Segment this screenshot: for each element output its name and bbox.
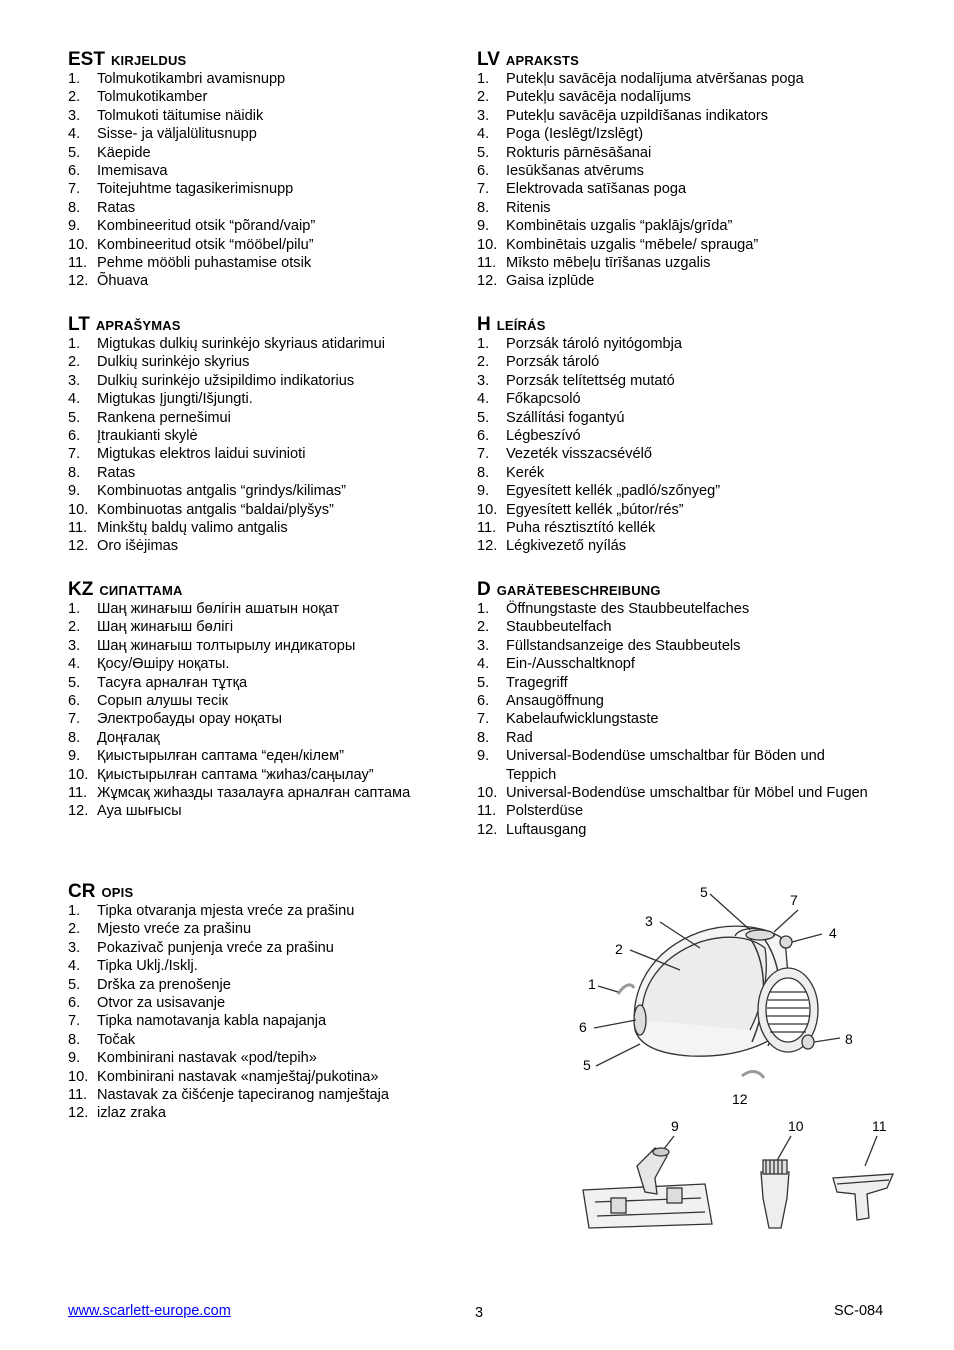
item-text: Toitejuhtme tagasikerimisnupp <box>97 181 294 198</box>
section-heading: LV APRAKSTS <box>477 49 579 70</box>
item-text: Drška za prenošenje <box>97 976 231 993</box>
section-est <box>68 50 468 291</box>
callout-label: 5 <box>583 1057 591 1073</box>
item-number: 9. <box>68 218 81 235</box>
item-text: Ratas <box>97 464 136 481</box>
item-text: Polsterdüse <box>506 803 584 820</box>
item-text: Шаң жинағыш бөлігін ашатын ноқат <box>97 601 340 617</box>
callout-label: 12 <box>732 1091 748 1107</box>
item-text: Tipka Uklj./Isklj. <box>97 958 198 975</box>
item-text: Szállítási fogantyú <box>506 409 625 426</box>
list-item <box>68 710 468 728</box>
list-item <box>477 180 877 198</box>
item-number: 2. <box>477 619 490 636</box>
item-text: Staubbeutelfach <box>506 619 612 636</box>
list-item <box>68 766 468 784</box>
parts-list <box>477 600 877 839</box>
item-text: Mjesto vreće za prašinu <box>97 921 252 938</box>
item-text: Imemisava <box>97 163 168 180</box>
item-number: 8. <box>477 464 490 481</box>
section-cr <box>68 882 468 1123</box>
item-number: 10. <box>68 766 89 783</box>
item-number: 2. <box>477 354 490 371</box>
item-text: Poga (Ieslēgt/Izslēgt) <box>506 126 644 143</box>
accessory-label: 11 <box>872 1118 887 1134</box>
item-number: 2. <box>477 89 490 106</box>
item-text: Pehme mööbli puhastamise otsik <box>97 255 312 272</box>
item-number: 9. <box>477 483 490 500</box>
item-text: Kerék <box>506 464 545 481</box>
item-number: 7. <box>68 1013 81 1030</box>
list-item <box>477 618 877 636</box>
list-item <box>68 994 468 1012</box>
item-number: 11. <box>477 520 497 537</box>
item-number: 11. <box>68 255 88 272</box>
item-number: 4. <box>68 391 81 408</box>
accessory-label: 10 <box>788 1118 804 1134</box>
item-text: Сорып алушы тесік <box>97 693 228 710</box>
item-number: 6. <box>68 428 81 445</box>
item-text: Kombineeritud otsik “mööbel/pilu” <box>97 236 314 253</box>
item-number: 5. <box>477 144 490 161</box>
section-kz <box>68 580 468 821</box>
list-item <box>68 1012 468 1030</box>
list-item <box>477 501 877 519</box>
callout-label: 2 <box>615 941 623 957</box>
section-heading: CR OPIS <box>68 881 134 902</box>
item-text: Putekļu savācēja nodalījuma atvēršanas poga <box>506 71 804 87</box>
item-text: Točak <box>97 1031 136 1048</box>
item-number: 12. <box>477 821 498 838</box>
item-text: Õhuava <box>97 273 149 290</box>
item-number: 6. <box>477 163 490 180</box>
list-item <box>477 637 877 655</box>
item-text: Rokturis pārnēsāšanai <box>506 144 652 161</box>
list-item <box>68 802 468 820</box>
item-text: Luftausgang <box>506 821 587 838</box>
item-text: Ansaugöffnung <box>506 693 604 710</box>
parts-list <box>68 70 468 291</box>
item-number: 7. <box>68 446 81 463</box>
item-number: 11. <box>477 803 497 820</box>
list-item <box>68 70 468 88</box>
list-item <box>68 372 468 390</box>
item-text: Тасуға арналған тұтқа <box>97 674 248 691</box>
item-number: 8. <box>477 199 490 216</box>
item-number: 1. <box>68 601 81 617</box>
item-text: Қиыстырылған саптама “жиһаз/саңылау” <box>97 766 374 783</box>
list-item <box>68 692 468 710</box>
section-lt <box>68 315 468 556</box>
item-number: 8. <box>68 729 81 746</box>
list-item <box>477 445 877 463</box>
list-item <box>477 70 877 88</box>
section-lv <box>477 50 877 291</box>
item-number: 2. <box>68 89 81 106</box>
parts-list <box>477 335 877 556</box>
item-text: Dulkių surinkėjo užsipildimo indikatorius <box>97 372 355 389</box>
item-text: Ein-/Ausschaltknopf <box>506 656 635 673</box>
item-number: 8. <box>68 464 81 481</box>
item-text: Légbeszívó <box>506 428 581 445</box>
item-number: 10. <box>477 501 498 518</box>
list-item <box>68 353 468 371</box>
item-number: 9. <box>68 748 81 765</box>
item-number: 5. <box>68 144 81 161</box>
item-text: Főkapcsoló <box>506 391 581 408</box>
item-number: 3. <box>68 939 81 956</box>
item-number: 1. <box>477 601 490 617</box>
list-item <box>477 655 877 673</box>
item-text: Kombinētais uzgalis “paklājs/grīda” <box>506 218 733 235</box>
item-text: Universal-Bodendüse umschaltbar für Böden und Teppich <box>506 748 825 783</box>
item-text: Otvor za usisavanje <box>97 995 226 1012</box>
list-item <box>477 217 877 235</box>
item-number: 7. <box>68 711 81 728</box>
item-number: 8. <box>68 1031 81 1048</box>
section-heading: EST KIRJELDUS <box>68 49 187 70</box>
list-item <box>68 784 468 802</box>
item-number: 8. <box>68 199 81 216</box>
list-item <box>477 537 877 555</box>
item-text: Tolmukoti täitumise näidik <box>97 107 264 124</box>
item-text: Migtukas Įjungti/Išjungti. <box>97 391 253 408</box>
item-number: 2. <box>68 921 81 938</box>
item-text: Ауа шығысы <box>97 803 182 820</box>
list-item <box>477 802 877 820</box>
item-text: Электробауды орау ноқаты <box>97 711 283 728</box>
item-text: Puha résztisztító kellék <box>506 520 656 537</box>
list-item <box>68 107 468 125</box>
item-number: 3. <box>477 107 490 124</box>
item-text: izlaz zraka <box>97 1105 166 1122</box>
list-item <box>68 427 468 445</box>
list-item <box>477 464 877 482</box>
item-number: 7. <box>68 181 81 198</box>
list-item <box>68 920 468 938</box>
item-number: 10. <box>477 785 498 802</box>
parts-list <box>68 600 468 821</box>
item-text: Kombineeritud otsik “põrand/vaip” <box>97 218 316 235</box>
callout-label: 3 <box>645 913 653 929</box>
parts-list <box>68 902 468 1123</box>
item-text: Kombinuotas antgalis “grindys/kilimas” <box>97 483 347 500</box>
section-heading: LT APRAŠYMAS <box>68 314 181 335</box>
item-number: 9. <box>477 218 490 235</box>
list-item <box>68 939 468 957</box>
list-item <box>477 272 877 290</box>
item-text: Egyesített kellék „padló/szőnyeg” <box>506 483 721 500</box>
list-item <box>68 729 468 747</box>
list-item <box>68 162 468 180</box>
item-number: 12. <box>68 538 89 555</box>
list-item <box>68 236 468 254</box>
item-number: 12. <box>68 1105 89 1122</box>
item-number: 5. <box>68 674 81 691</box>
section-heading: KZ СИПАТТАМА <box>68 579 183 600</box>
item-text: Tragegriff <box>506 674 568 691</box>
item-text: Жұмсақ жиһазды тазалауға арналған саптама <box>97 785 411 802</box>
list-item <box>68 335 468 353</box>
item-text: Légkivezető nyílás <box>506 538 627 555</box>
list-item <box>477 125 877 143</box>
item-text: Kombinētais uzgalis “mēbele/ sprauga” <box>506 236 759 253</box>
list-item <box>477 692 877 710</box>
item-text: Tolmukotikamber <box>97 89 208 106</box>
list-item <box>68 747 468 765</box>
item-number: 1. <box>68 71 81 87</box>
callout-label: 1 <box>588 976 596 992</box>
item-text: Қиыстырылған саптама “еден/кілем” <box>97 748 344 765</box>
list-item <box>477 427 877 445</box>
list-item <box>68 1104 468 1122</box>
item-text: Kombinirani nastavak «namještaj/pukotina» <box>97 1068 379 1085</box>
list-item <box>68 125 468 143</box>
list-item <box>477 254 877 272</box>
list-item <box>68 390 468 408</box>
list-item <box>477 390 877 408</box>
item-number: 11. <box>68 520 88 537</box>
vacuum-cleaner-diagram <box>560 870 880 1110</box>
list-item <box>68 976 468 994</box>
item-text: Universal-Bodendüse umschaltbar für Möbel und Fugen <box>506 785 868 802</box>
item-number: 4. <box>68 126 81 143</box>
item-text: Migtukas elektros laidui suvinioti <box>97 446 306 463</box>
list-item <box>68 1086 468 1104</box>
list-item <box>68 144 468 162</box>
item-number: 4. <box>477 391 490 408</box>
item-number: 10. <box>68 1068 89 1085</box>
section-heading: D GARÄTEBESCHREIBUNG <box>477 579 661 600</box>
item-number: 4. <box>477 126 490 143</box>
item-text: Қосу/Өшіру ноқаты. <box>97 656 230 673</box>
crevice-brush-tool <box>761 1172 789 1228</box>
item-text: Porzsák tároló nyitógombja <box>506 336 683 352</box>
website-link[interactable]: www.scarlett-europe.com <box>68 1303 231 1319</box>
parts-list <box>477 70 877 291</box>
item-text: Ritenis <box>506 199 551 216</box>
item-number: 3. <box>68 372 81 389</box>
list-item <box>68 537 468 555</box>
item-number: 3. <box>477 637 490 654</box>
item-number: 4. <box>68 958 81 975</box>
list-item <box>68 600 468 618</box>
item-number: 2. <box>68 619 81 636</box>
list-item <box>68 180 468 198</box>
item-number: 3. <box>68 637 81 654</box>
list-item <box>68 1068 468 1086</box>
list-item <box>477 88 877 106</box>
list-item <box>477 674 877 692</box>
item-text: Шаң жинағыш толтырылу индикаторы <box>97 637 356 654</box>
list-item <box>477 409 877 427</box>
item-number: 5. <box>477 674 490 691</box>
item-text: Mīksto mēbeļu tīrīšanas uzgalis <box>506 255 711 272</box>
item-number: 6. <box>477 693 490 710</box>
list-item <box>68 217 468 235</box>
item-number: 1. <box>477 71 490 87</box>
item-number: 11. <box>68 1087 88 1104</box>
item-text: Kombinuotas antgalis “baldai/plyšys” <box>97 501 334 518</box>
list-item <box>477 335 877 353</box>
list-item <box>68 272 468 290</box>
list-item <box>68 482 468 500</box>
item-number: 4. <box>477 656 490 673</box>
item-text: Ratas <box>97 199 136 216</box>
item-text: Porzsák tároló <box>506 354 600 371</box>
callout-label: 6 <box>579 1019 587 1035</box>
item-text: Tolmukotikambri avamisnupp <box>97 71 286 87</box>
item-text: Gaisa izplūde <box>506 273 595 290</box>
item-number: 5. <box>68 409 81 426</box>
item-text: Egyesített kellék „bútor/rés” <box>506 501 684 518</box>
item-number: 4. <box>68 656 81 673</box>
item-text: Tipka namotavanja kabla napajanja <box>97 1013 327 1030</box>
item-text: Oro išėjimas <box>97 538 179 555</box>
item-text: Rankena pernešimui <box>97 409 231 426</box>
section-h <box>477 315 877 556</box>
list-item <box>68 445 468 463</box>
item-number: 3. <box>68 107 81 124</box>
list-item <box>68 199 468 217</box>
item-number: 5. <box>68 976 81 993</box>
list-item <box>68 254 468 272</box>
list-item <box>477 729 877 747</box>
list-item <box>68 655 468 673</box>
item-number: 6. <box>477 428 490 445</box>
list-item <box>477 519 877 537</box>
list-item <box>68 1049 468 1067</box>
list-item <box>68 409 468 427</box>
list-item <box>477 600 877 618</box>
page-number: 3 <box>475 1305 484 1321</box>
model-number: SC-084 <box>834 1303 884 1319</box>
item-number: 12. <box>68 803 89 820</box>
list-item <box>477 821 877 839</box>
list-item <box>68 902 468 920</box>
list-item <box>477 710 877 728</box>
item-number: 6. <box>68 693 81 710</box>
callout-label: 7 <box>790 892 798 908</box>
callout-label: 5 <box>700 884 708 900</box>
section-d <box>477 580 877 839</box>
accessories-diagram <box>575 1112 900 1242</box>
item-text: Įtraukianti skylė <box>97 428 198 445</box>
list-item <box>477 372 877 390</box>
item-text: Iesūkšanas atvērums <box>506 163 644 180</box>
list-item <box>68 637 468 655</box>
item-number: 11. <box>477 255 497 272</box>
item-text: Käepide <box>97 144 151 161</box>
item-text: Migtukas dulkių surinkėjo skyriaus atidarimui <box>97 336 385 352</box>
list-item <box>477 784 877 802</box>
item-text: Minkštų baldų valimo antgalis <box>97 520 288 537</box>
list-item <box>68 674 468 692</box>
item-number: 10. <box>477 236 498 253</box>
section-heading: H LEÍRÁS <box>477 314 546 335</box>
item-number: 1. <box>477 336 490 352</box>
item-text: Dulkių surinkėjo skyrius <box>97 354 250 371</box>
item-number: 1. <box>68 903 81 919</box>
item-text: Elektrovada satīšanas poga <box>506 181 687 198</box>
item-text: Pokazivač punjenja vreće za prašinu <box>97 939 334 956</box>
item-number: 9. <box>477 748 490 765</box>
item-text: Sisse- ja väljalülitusnupp <box>97 126 257 143</box>
accessory-label: 9 <box>671 1118 679 1134</box>
item-number: 7. <box>477 446 490 463</box>
item-text: Nastavak za čišćenje tapeciranog namještaja <box>97 1087 390 1104</box>
item-text: Шаң жинағыш бөлігі <box>97 619 234 636</box>
item-number: 9. <box>68 483 81 500</box>
list-item <box>68 957 468 975</box>
callout-label: 4 <box>829 925 837 941</box>
list-item <box>477 144 877 162</box>
item-number: 10. <box>68 236 89 253</box>
item-text: Putekļu savācēja uzpildīšanas indikators <box>506 107 769 124</box>
list-item <box>477 107 877 125</box>
item-number: 3. <box>477 372 490 389</box>
item-number: 2. <box>68 354 81 371</box>
item-text: Kombinirani nastavak «pod/tepih» <box>97 1050 317 1067</box>
item-number: 1. <box>68 336 81 352</box>
item-text: Porzsák telítettség mutató <box>506 372 675 389</box>
item-number: 7. <box>477 711 490 728</box>
list-item <box>68 501 468 519</box>
item-number: 12. <box>68 273 89 290</box>
item-number: 11. <box>68 785 88 802</box>
list-item <box>68 618 468 636</box>
list-item <box>477 747 877 784</box>
list-item <box>477 162 877 180</box>
list-item <box>477 353 877 371</box>
item-text: Putekļu savācēja nodalījums <box>506 89 691 106</box>
list-item <box>477 482 877 500</box>
callout-label: 8 <box>845 1031 853 1047</box>
item-text: Rad <box>506 729 533 746</box>
list-item <box>68 1031 468 1049</box>
item-number: 12. <box>477 538 498 555</box>
list-item <box>68 464 468 482</box>
parts-list <box>68 335 468 556</box>
item-text: Öffnungstaste des Staubbeutelfaches <box>506 601 750 617</box>
item-text: Kabelaufwicklungstaste <box>506 711 659 728</box>
item-number: 6. <box>68 163 81 180</box>
item-text: Füllstandsanzeige des Staubbeutels <box>506 637 741 654</box>
item-number: 12. <box>477 273 498 290</box>
item-text: Доңғалақ <box>97 729 160 746</box>
item-number: 6. <box>68 995 81 1012</box>
item-number: 9. <box>68 1050 81 1067</box>
item-number: 7. <box>477 181 490 198</box>
list-item <box>68 519 468 537</box>
item-number: 10. <box>68 501 89 518</box>
list-item <box>477 199 877 217</box>
item-text: Tipka otvaranja mjesta vreće za prašinu <box>97 903 355 919</box>
item-number: 5. <box>477 409 490 426</box>
item-number: 8. <box>477 729 490 746</box>
list-item <box>68 88 468 106</box>
item-text: Vezeték visszacsévélő <box>506 446 653 463</box>
list-item <box>477 236 877 254</box>
